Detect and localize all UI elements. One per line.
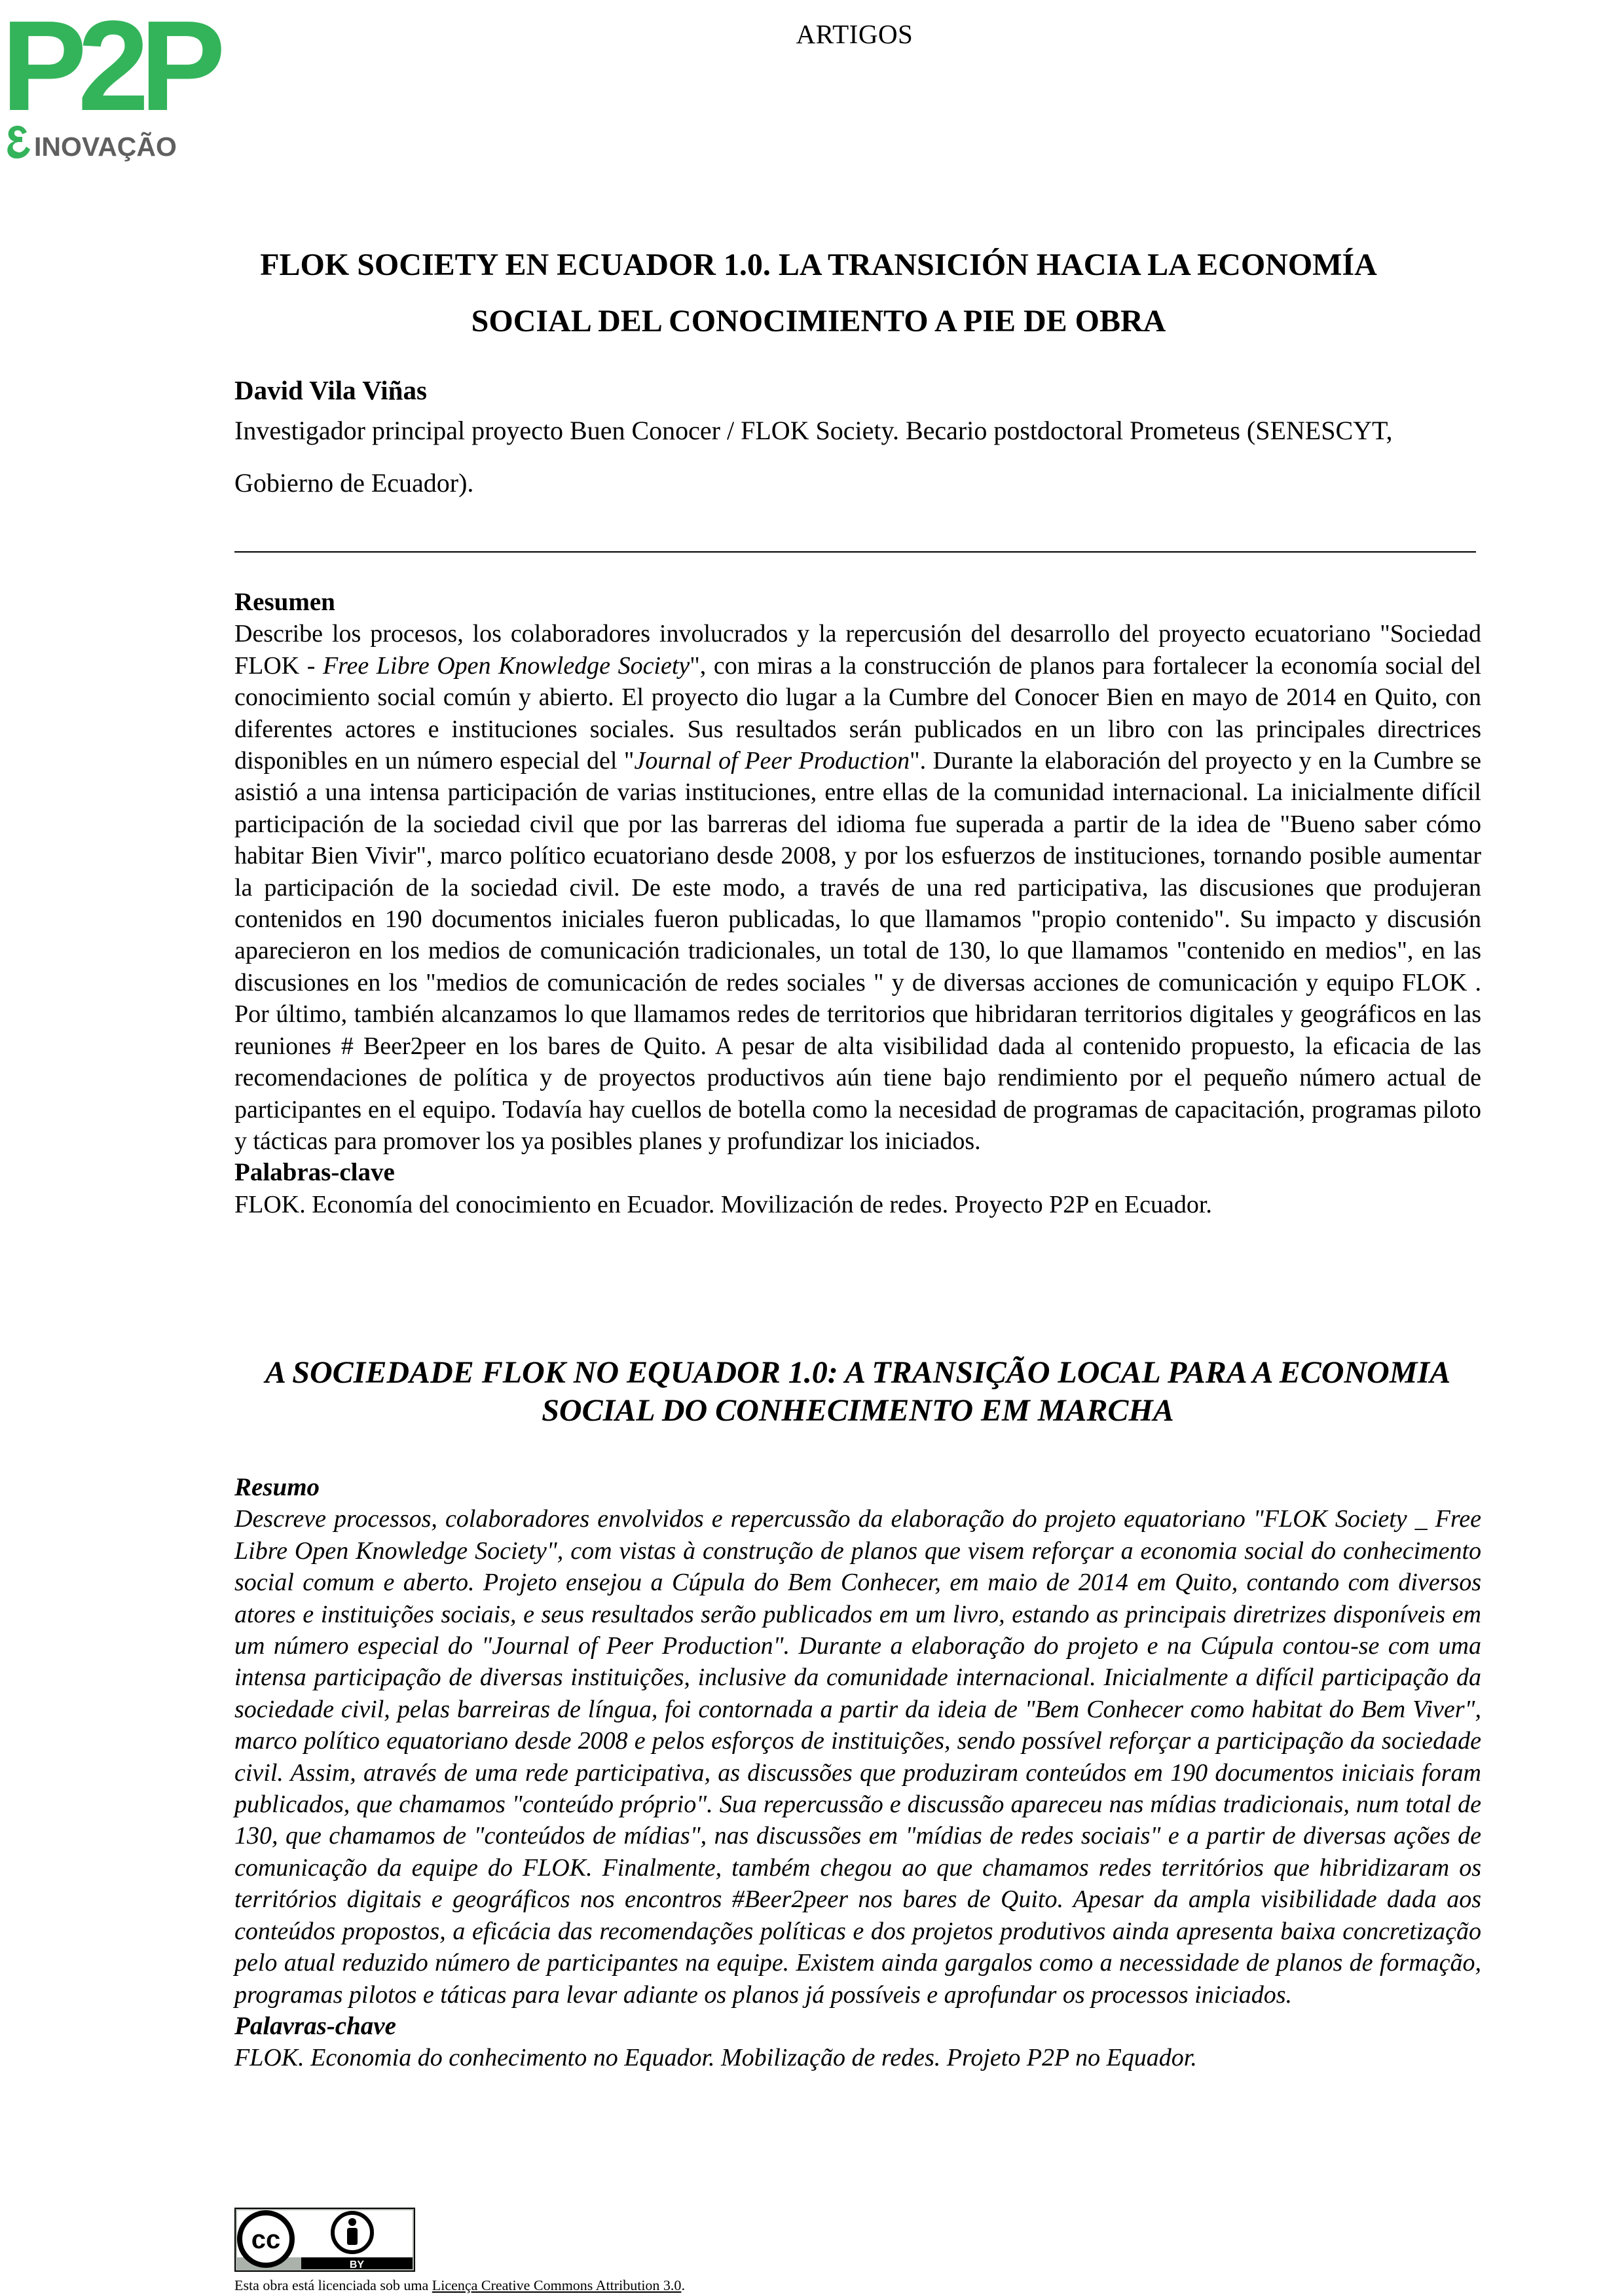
keywords-es: FLOK. Economía del conocimiento en Ecuador. Movilización de redes. Proyecto P2P en Ecuador. [234,1190,1212,1218]
author-name: David Vila Viñas [234,375,427,405]
license-suffix: . [681,2277,685,2293]
logo-subtext: INOVAÇÃO [34,132,177,162]
article-title-es [196,237,1441,350]
abstract-es-text-3: ". Durante la elaboración del proyecto y en la Cumbre se asistió a una intensa participación de varias instituciones, entre ellas de la comunidad internacional. La inicialmente difícil participación de la sociedad civil que por las barreras del idioma fue superada a partir de la idea de "Bueno saber cómo habitar Bien Vivir", marco político ecuatoriano desde 2008, y por los esfuerzos de instituciones, tornando posible aumentar la participación de la sociedad civil. De este modo, a través de una red participativa, las discusiones que produjeran contenidos en 190 documentos iniciales fueron publicadas, lo que llamamos "propio contenido". Su impacto y discusión aparecieron en los medios de comunicación tradicionales, un total de 130, lo que llamamos "contenido en medios", en las discusiones en los "medios de comunicación de redes sociales " y de diversas acciones de comunicación y equipo FLOK . Por último, también alcanzamos lo que llamamos redes de territorios que hibridaran territorios digitales y geográficos en las reuniones # Beer2peer en los bares de Quito. A pesar de alta visibilidad dada al contenido propuesto, la eficacia de las recomendaciones de política y de proyectos productivos aún tiene bajo rendimiento por el pequeño número actual de participantes en el equipo. Todavía hay cuellos de botella como la necesidad de programas de capacitación, programas piloto y tácticas para promover los ya posibles planes y profundizar los iniciados. [234,747,1482,1155]
title-es-line2: SOCIAL DEL CONOCIMIENTO A PIE DE OBRA [471,304,1166,338]
section-label: ARTIGOS [796,19,913,49]
keywords-pt: FLOK. Economia do conhecimento no Equador. Mobilização de redes. Projeto P2P no Equador. [234,2044,1197,2072]
license-prefix: Esta obra está licenciada sob uma [234,2277,432,2293]
cc-by-badge[interactable] [234,2208,415,2272]
abstract-body-es [234,618,1481,1157]
article-title-pt [234,1354,1481,1430]
abstract-heading-es: Resumen [234,588,335,616]
abstract-heading-pt: Resumo [234,1473,320,1501]
logo-p2p-text: P2P [1,0,217,137]
abstract-body-pt: Descreve processos, colaboradores envolvidos e repercussão da elaboração do projeto equatoriano "FLOK Society _ Free Libre Open Knowledge Society", com vistas à construção de planos que visem reforçar a economia social do conhecimento social comum e aberto. Projeto ensejou a Cúpula do Bem Conhecer, em maio de 2014 em Quito, contando com diversos atores e instituições sociais, e seus resultados serão publicados em um livro, estando as principais diretrizes disponíveis em um número especial do "Journal of Peer Production". Durante a elaboração do projeto e na Cúpula contou-se com uma intensa participação de diversas instituições, inclusive da comunidade internacional. Inicialmente a difícil participação da sociedade civil, pelas barreiras de língua, foi contornada a partir da ideia de "Bem Conhecer como habitat do Bem Viver", marco político equatoriano desde 2008 e pelos esforços de instituições, sendo possível reforçar a participação da sociedade civil. Assim, através de uma rede participativa, as discussões que produziram conteúdos em 190 documentos iniciais foram publicados, que chamamos "conteúdo próprio". Sua repercussão e discussão apareceu nas mídias tradicionais, num total de 130, que chamamos de "conteúdos de mídias", nas discussões em "mídias de redes sociais" e a partir de diversas ações de comunicação da equipe do FLOK. Finalmente, também chegou ao que chamamos redes territórios que hibridizaram os territórios digitais e geográficos nos encontros #Beer2peer nos bares de Quito. Apesar da ampla visibilidade dada aos conteúdos propostos, a eficácia das recomendações políticas e dos projetos produtivos ainda apresenta baixa concretização pelo atual reduzido número de participantes na equipe. Existem ainda gargalos como a necessidade de planos de formação, programas pilotos e táticas para levar adiante os planos já possíveis e aprofundar os processos iniciados. [234,1505,1481,2009]
title-pt-line1: A SOCIEDADE FLOK NO EQUADOR 1.0: A TRANSIÇÃO LOCAL PARA A ECONOMIA [265,1355,1451,1390]
abstract-es-italic-1: Free Libre Open Knowledge Society [322,651,690,680]
title-es-line1: FLOK SOCIETY EN ECUADOR 1.0. LA TRANSICIÓN HACIA LA ECONOMÍA [260,247,1377,282]
license-link[interactable]: Licença Creative Commons Attribution 3.0 [432,2277,682,2293]
title-pt-line2: SOCIAL DO CONHECIMENTO EM MARCHA [542,1393,1174,1428]
abstract-es-text-1: Describe los procesos, los colaboradores involucrados y la repercusión del desarrollo del proyecto ecuatoriano "Sociedad FLOK - [234,620,1481,680]
abstract-es [234,587,1481,1220]
affiliation-line2: Gobierno de Ecuador). [234,468,474,498]
affiliation-line1: Investigador principal proyecto Buen Conocer / FLOK Society. Becario postdoctoral Prometeus (SENESCYT, [234,416,1393,445]
abstract-es-text-2: ", con miras a la construcción de planos para fortalecer la economía social del conocimiento social común y abierto. El proyecto dio lugar a la Cumbre del Conocer Bien en mayo de 2014 en Quito, con diferentes actores e instituciones sociales. Sus resultados serán publicados en un libro con las principales directrices disponibles en un número especial del " [234,651,1482,775]
abstract-pt [234,1472,1481,2074]
author-affiliation [234,405,1481,509]
by-label: BY [349,2259,365,2270]
keywords-heading-pt: Palavras-chave [234,2011,396,2040]
license-notice [234,2277,685,2294]
separator-rule [234,551,1476,553]
keywords-heading-es: Palabras-clave [234,1158,395,1187]
cc-letters: cc [251,2225,281,2254]
abstract-es-italic-2: Journal of Peer Production [634,747,910,775]
